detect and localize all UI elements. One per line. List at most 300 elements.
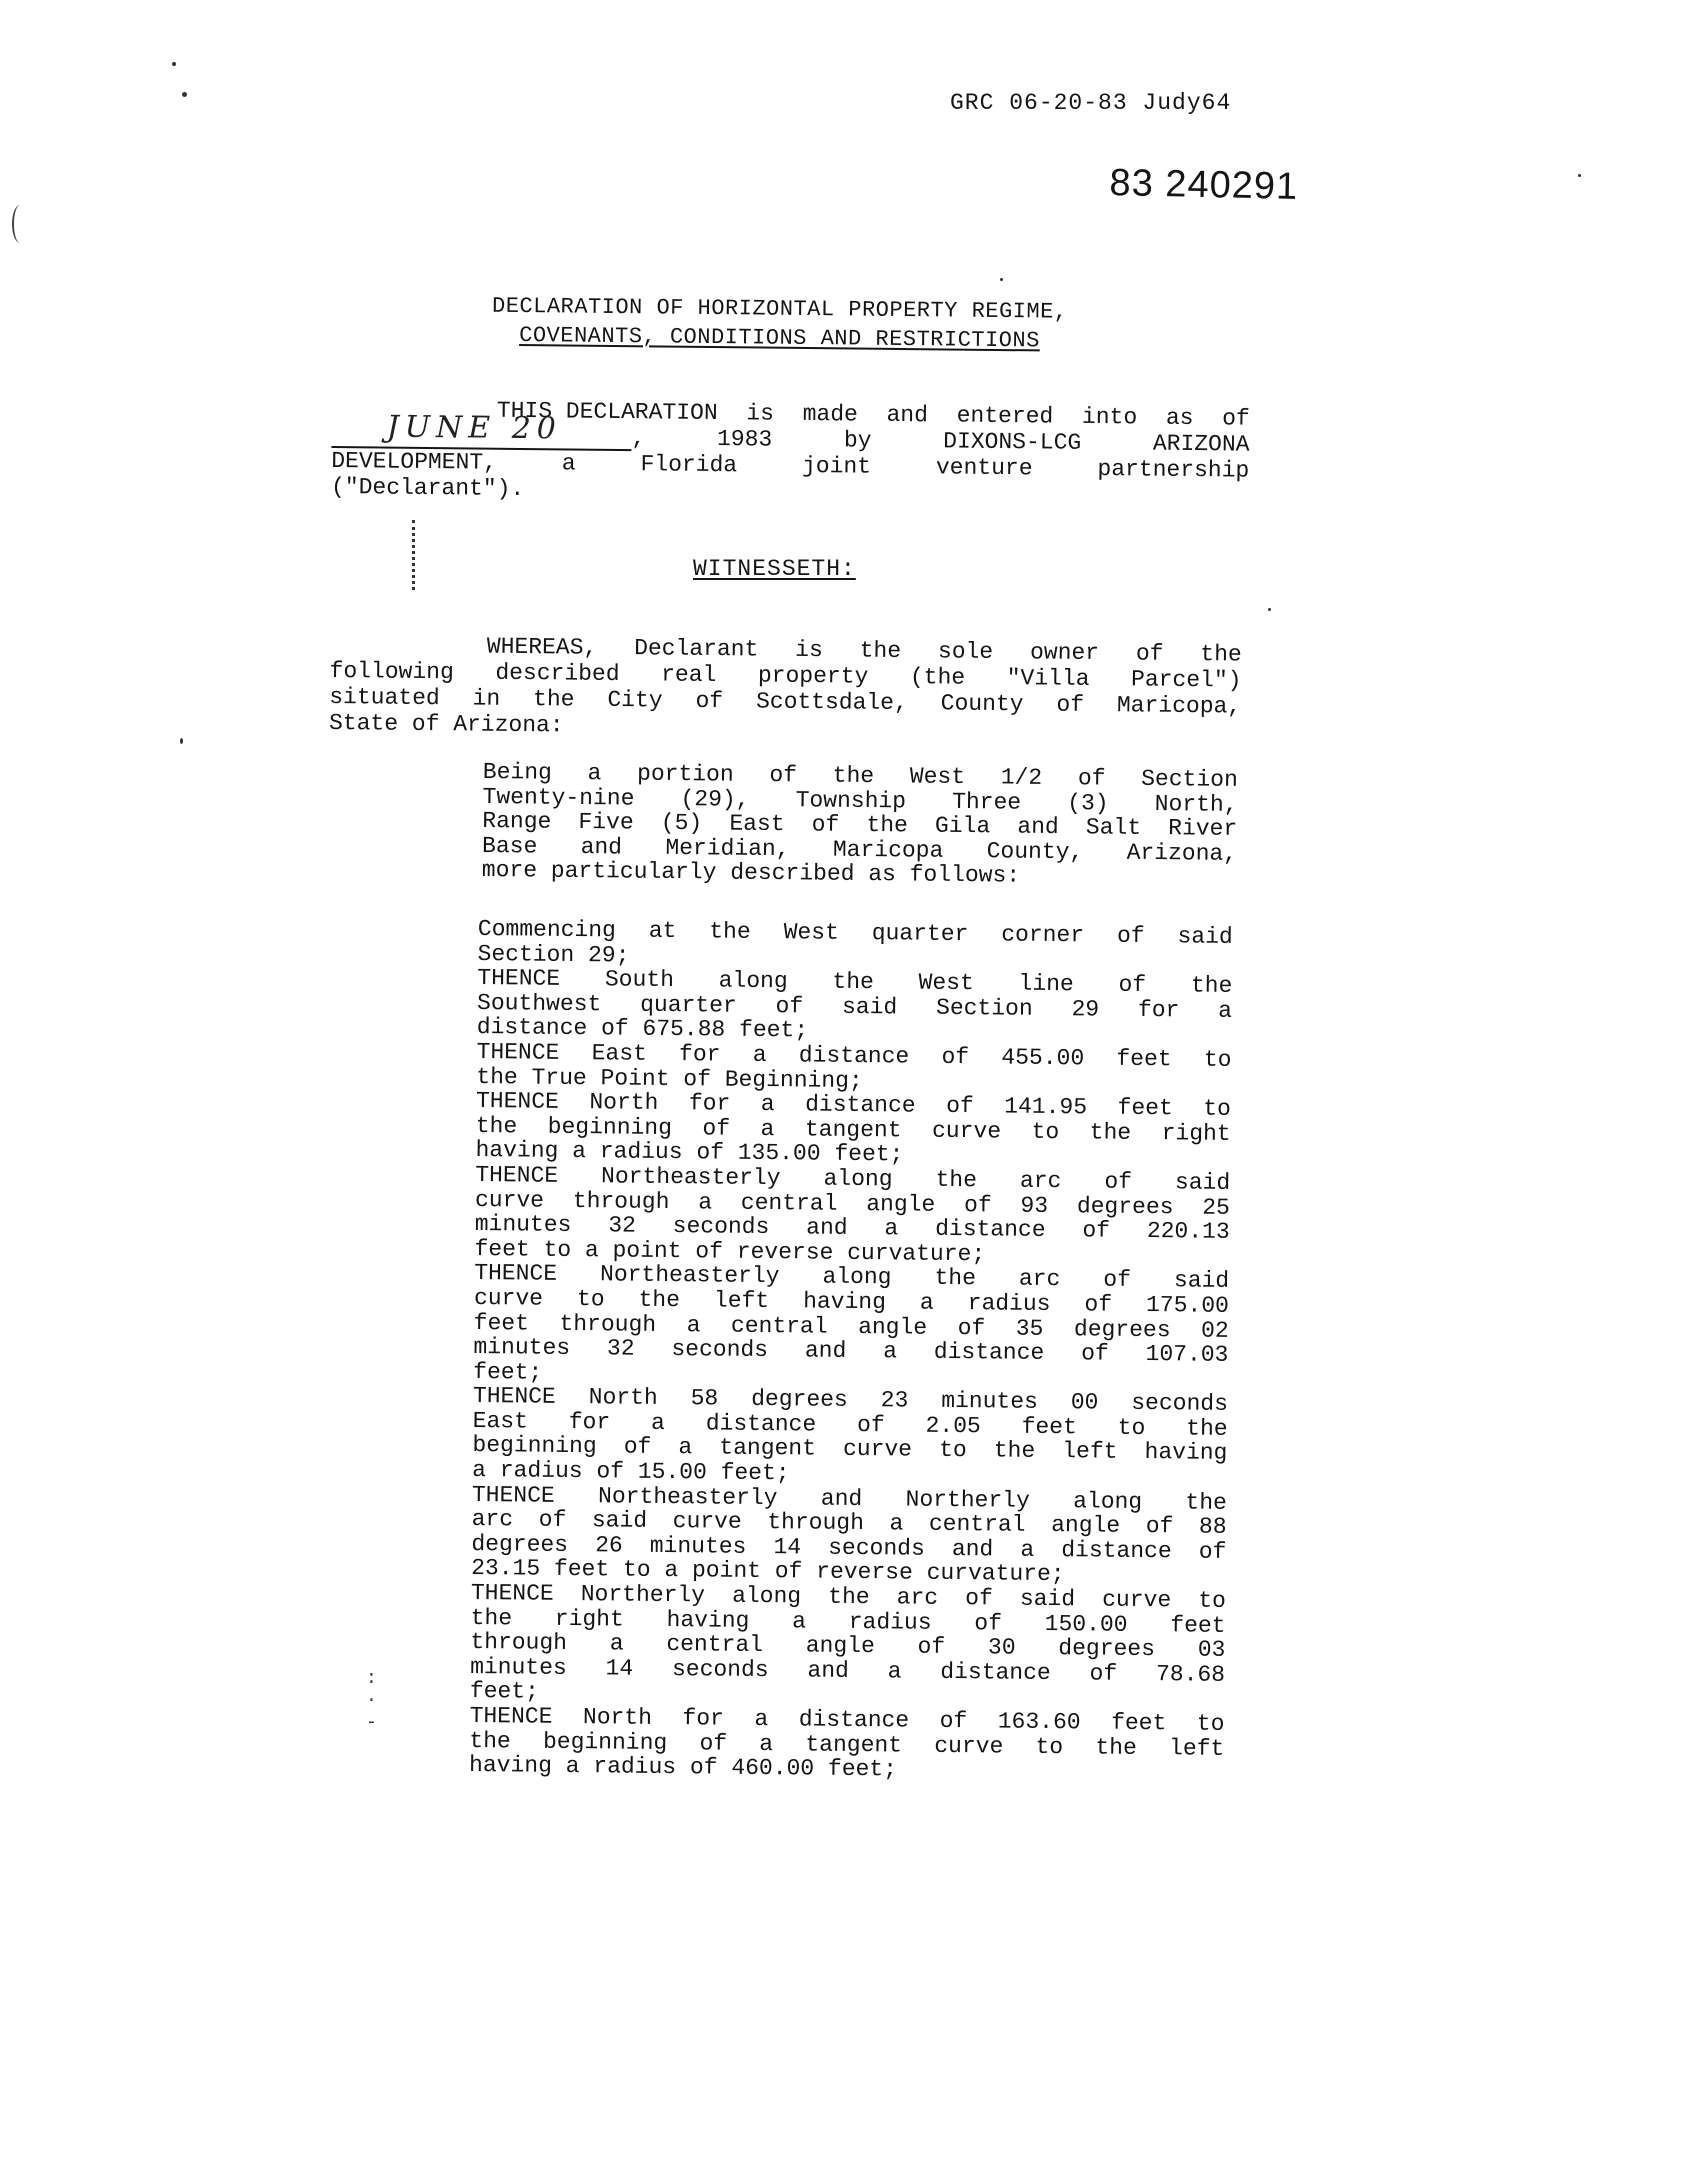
word: THENCE <box>474 1260 558 1288</box>
word: , <box>631 425 646 452</box>
word: the <box>832 762 875 790</box>
word: radius <box>848 1608 932 1636</box>
word: North <box>588 1384 658 1412</box>
word: North <box>589 1089 659 1117</box>
word: left <box>1168 1734 1225 1762</box>
word: angle <box>866 1190 936 1218</box>
word: West <box>783 919 839 946</box>
word: West <box>909 763 966 791</box>
word: angle <box>1051 1512 1121 1540</box>
word: 88 <box>1198 1513 1227 1541</box>
word: feet <box>473 1309 530 1337</box>
word: THENCE <box>475 1088 560 1116</box>
word: of <box>1222 405 1250 432</box>
word: curve <box>931 1117 1002 1145</box>
word: curve <box>1102 1586 1172 1614</box>
document-title <box>329 290 1230 357</box>
word: 32 <box>606 1335 635 1362</box>
word: of <box>1118 971 1147 999</box>
scan-speck <box>172 62 176 66</box>
word: in <box>472 685 501 712</box>
word: a <box>919 1289 934 1316</box>
word: distance of 675.88 feet; <box>476 1014 809 1044</box>
word: of <box>775 992 804 1020</box>
word: Section 29; <box>477 940 630 969</box>
word: 93 <box>1020 1192 1049 1219</box>
word: by <box>843 427 872 454</box>
word: (5) <box>660 809 703 837</box>
word: at <box>648 917 677 945</box>
word: the <box>935 1166 978 1194</box>
word: 78.68 <box>1155 1660 1226 1688</box>
word: of <box>538 1506 567 1534</box>
word: ("Declarant"). <box>330 473 525 503</box>
word: East <box>591 1040 648 1067</box>
word: Florida <box>640 451 738 479</box>
word: to <box>1117 1414 1146 1441</box>
word: of <box>963 1191 992 1218</box>
word: the <box>1185 1489 1228 1516</box>
word: a <box>561 450 576 477</box>
word: a <box>754 1705 769 1733</box>
word: of <box>1135 640 1164 667</box>
word: having <box>802 1288 887 1316</box>
word: curve <box>473 1284 544 1312</box>
word: Northeasterly <box>600 1163 781 1192</box>
word: sole <box>937 638 994 665</box>
word: central <box>928 1511 1026 1539</box>
word: right <box>554 1605 624 1633</box>
word: (29), <box>680 785 750 813</box>
word: central <box>730 1312 828 1340</box>
word: a <box>686 1311 701 1338</box>
word: River <box>1168 815 1238 842</box>
word: along <box>823 1165 893 1193</box>
word: of <box>917 1633 946 1661</box>
word: Being <box>482 759 553 786</box>
word: WHEREAS, <box>486 633 598 661</box>
word: to <box>938 1437 967 1464</box>
word: Scottsdale, <box>755 688 908 717</box>
word: State of Arizona: <box>328 709 564 739</box>
word: of <box>965 1585 993 1612</box>
word: beginning <box>547 1113 673 1141</box>
word: through <box>559 1310 657 1338</box>
word: to <box>1203 1046 1232 1073</box>
scan-speck <box>1268 608 1271 611</box>
word: along <box>718 967 788 995</box>
word: as <box>1165 404 1194 432</box>
word: East <box>729 810 785 838</box>
word: situated <box>329 683 440 712</box>
word: 175.00 <box>1145 1291 1230 1319</box>
word: arc <box>1018 1265 1061 1293</box>
word: angle <box>858 1313 928 1341</box>
word: Maricopa <box>832 836 944 864</box>
word: of <box>699 1729 728 1757</box>
word: the <box>1095 1734 1137 1761</box>
word: for <box>1137 996 1180 1024</box>
word: to <box>1035 1733 1064 1760</box>
word: THENCE <box>470 1579 554 1607</box>
scan-speck <box>180 738 183 744</box>
word: left <box>1062 1438 1118 1466</box>
scan-speck <box>1000 278 1003 281</box>
word: tangent <box>719 1435 817 1463</box>
word: seconds <box>671 1336 769 1364</box>
word: a <box>1218 997 1233 1024</box>
word: beginning <box>472 1432 597 1460</box>
word: Parcel") <box>1130 666 1242 694</box>
word: 32 <box>608 1212 637 1239</box>
title-line-1: DECLARATION OF HORIZONTAL PROPERTY REGIME, <box>491 293 1068 325</box>
word: a <box>759 1730 774 1757</box>
word: joint <box>801 452 872 480</box>
word: arc <box>896 1584 939 1611</box>
word: of <box>1084 1291 1113 1318</box>
word: 2.05 <box>925 1412 981 1440</box>
word: 29 <box>1071 996 1100 1023</box>
word: 35 <box>1015 1315 1044 1342</box>
margin-scratch-mark <box>12 205 28 243</box>
word: the <box>832 968 875 996</box>
word: County <box>940 690 1024 718</box>
legal-description <box>482 760 1238 890</box>
word: DIXONS-LCG <box>943 428 1082 456</box>
word: of <box>623 1434 652 1461</box>
word: for <box>682 1705 725 1732</box>
word: and <box>886 401 929 429</box>
word: the <box>532 686 575 713</box>
word: venture <box>935 454 1033 482</box>
word: minutes <box>470 1653 567 1681</box>
word: tangent <box>804 1116 902 1144</box>
word: of <box>974 1609 1003 1637</box>
word: distance <box>805 1091 916 1119</box>
word: is <box>795 636 823 664</box>
word: 455.00 <box>1001 1044 1085 1072</box>
word: Gila <box>934 812 991 840</box>
word: ARIZONA <box>1152 430 1250 458</box>
word: distance <box>1061 1536 1172 1565</box>
word: distance <box>705 1410 817 1438</box>
word: to <box>1198 1587 1227 1614</box>
word: City <box>607 686 663 714</box>
word: a <box>752 1041 767 1068</box>
word: Base <box>481 832 538 860</box>
word: corner <box>1001 921 1085 949</box>
word: feet to a point of reverse curvature; <box>474 1235 986 1268</box>
word: THENCE <box>472 1383 556 1411</box>
word: 00 <box>1070 1389 1099 1416</box>
word: a <box>1020 1536 1035 1563</box>
word: angle <box>805 1632 875 1660</box>
word: seconds <box>671 1655 769 1683</box>
word: of <box>945 1093 974 1120</box>
word: having a radius of 460.00 feet; <box>468 1752 898 1783</box>
word: the <box>709 918 751 945</box>
word: of <box>1077 765 1106 792</box>
word: a <box>698 1188 713 1215</box>
word: Northerly <box>905 1486 1030 1514</box>
word: THENCE <box>475 1161 559 1189</box>
word: to <box>1203 1095 1232 1123</box>
word: 58 <box>690 1385 719 1412</box>
word: curve <box>672 1508 742 1536</box>
word: and <box>1017 813 1059 841</box>
word: quarter <box>640 991 737 1019</box>
word: (3) <box>1067 789 1109 817</box>
word: minutes <box>649 1532 747 1560</box>
word: and <box>580 833 623 860</box>
word: degrees <box>1076 1192 1174 1220</box>
word: feet; <box>469 1678 540 1706</box>
word: arc <box>1019 1167 1062 1195</box>
word: said <box>1019 1585 1076 1613</box>
word: 25 <box>1202 1194 1231 1221</box>
word: Three <box>952 788 1022 816</box>
word: 107.03 <box>1145 1341 1229 1368</box>
word: feet <box>1170 1611 1226 1639</box>
word: and <box>951 1535 994 1563</box>
handwritten-date: JUNE 20 <box>386 409 563 447</box>
word: a <box>760 1115 775 1142</box>
word: the <box>859 637 902 664</box>
word: a radius of 15.00 feet; <box>472 1457 790 1487</box>
word: of <box>957 1314 986 1341</box>
word: the <box>866 812 909 839</box>
word: 141.95 <box>1004 1093 1088 1121</box>
word: degrees <box>471 1530 569 1558</box>
word: arc <box>471 1506 514 1533</box>
word: having <box>1144 1439 1228 1467</box>
word: quarter <box>871 920 969 948</box>
word: for <box>678 1041 721 1068</box>
word: Township <box>795 786 907 814</box>
word: along <box>1073 1487 1143 1515</box>
word: Northerly <box>580 1581 706 1609</box>
word: distance <box>798 1042 910 1070</box>
word: North, <box>1154 790 1238 818</box>
word: distance <box>940 1658 1051 1686</box>
word: of <box>1103 1266 1132 1294</box>
word: 1/2 <box>1000 764 1043 791</box>
word: Salt <box>1085 814 1142 841</box>
word: North <box>582 1704 653 1731</box>
word: of <box>1082 1217 1111 1244</box>
word: entered <box>956 402 1054 430</box>
word: feet <box>1116 1045 1172 1073</box>
word: the <box>469 1727 511 1754</box>
word: and <box>807 1657 850 1684</box>
word: of <box>856 1411 885 1439</box>
word: through <box>470 1629 568 1657</box>
word: described <box>495 659 620 688</box>
word: right <box>1161 1119 1231 1147</box>
word: the <box>1200 641 1242 668</box>
word: the <box>1089 1119 1132 1146</box>
word: distance <box>798 1706 910 1734</box>
word: of <box>1116 922 1145 949</box>
word: seconds <box>672 1213 770 1241</box>
word: minutes <box>473 1334 571 1362</box>
word: THIS DECLARATION <box>496 397 718 427</box>
word: curve <box>474 1186 545 1214</box>
word: degrees <box>751 1386 848 1414</box>
word: 1983 <box>716 426 773 453</box>
dotted-margin-mark <box>412 520 418 590</box>
word: of <box>769 762 798 789</box>
word: Declarant <box>633 635 759 663</box>
word: THENCE <box>477 965 561 993</box>
word: West <box>918 969 974 997</box>
word: more particularly described as follows: <box>481 856 1021 889</box>
word: THENCE <box>469 1702 553 1730</box>
word: a <box>650 1409 666 1436</box>
word: Southwest <box>476 989 602 1018</box>
word: a <box>883 1338 898 1365</box>
word: degrees <box>1073 1315 1171 1343</box>
word: said <box>841 993 898 1021</box>
word: the <box>934 1265 977 1292</box>
word: the <box>1186 1415 1228 1442</box>
word: a <box>678 1434 693 1461</box>
word: along <box>731 1582 802 1610</box>
word: curve <box>934 1732 1004 1760</box>
word: THENCE <box>471 1481 555 1509</box>
word: 220.13 <box>1146 1218 1230 1246</box>
word: of <box>1080 1340 1109 1367</box>
word: beginning <box>542 1728 668 1756</box>
word: of <box>1145 1513 1174 1540</box>
word: Commencing <box>477 916 617 944</box>
word: a <box>889 1510 904 1537</box>
word: to <box>576 1285 605 1313</box>
word: 02 <box>1200 1317 1229 1344</box>
word: having <box>666 1606 750 1634</box>
word: Twenty-nine <box>482 783 635 812</box>
word: of <box>702 1115 731 1142</box>
word: into <box>1081 403 1138 431</box>
word: 30 <box>987 1634 1016 1661</box>
word: property <box>757 662 869 690</box>
word: said <box>1173 1267 1230 1295</box>
word: 03 <box>1197 1636 1226 1664</box>
word: Northeasterly <box>597 1482 778 1511</box>
header-reference-code: GRC 06-20-83 Judy64 <box>950 90 1232 116</box>
word: 23 <box>880 1387 909 1414</box>
word: 163.60 <box>997 1708 1081 1736</box>
word: real <box>661 661 717 689</box>
scan-speck <box>1578 174 1581 177</box>
word: South <box>604 966 675 994</box>
word: of <box>695 687 724 715</box>
word: of <box>939 1707 968 1735</box>
word: Meridian, <box>665 834 790 862</box>
word: a <box>760 1091 775 1118</box>
word: through <box>767 1509 865 1537</box>
word: along <box>822 1263 892 1291</box>
word: a <box>587 760 602 787</box>
word: central <box>666 1631 764 1659</box>
word: the True Point of Beginning; <box>476 1063 863 1094</box>
word: East <box>472 1407 529 1435</box>
word: a <box>884 1215 899 1242</box>
word: central <box>740 1189 838 1217</box>
word: portion <box>636 760 734 788</box>
word: said <box>1177 923 1233 950</box>
word: radius <box>967 1290 1051 1317</box>
word: tangent <box>805 1731 903 1759</box>
word: the <box>828 1583 870 1611</box>
word: distance <box>933 1338 1045 1367</box>
word: seconds <box>828 1534 925 1562</box>
word: Section <box>1141 765 1238 793</box>
word: degrees <box>1058 1635 1156 1663</box>
word: owner <box>1029 639 1100 667</box>
word: Northeasterly <box>599 1261 780 1290</box>
word: of <box>1198 1538 1227 1565</box>
word: 14 <box>605 1655 634 1682</box>
word: feet <box>1021 1413 1077 1441</box>
word: THENCE <box>476 1038 560 1066</box>
scan-speck <box>182 92 187 97</box>
word: distance <box>935 1215 1046 1244</box>
word: the <box>470 1604 513 1632</box>
word: the <box>1190 972 1233 1000</box>
word: to <box>1031 1118 1060 1145</box>
word: Range <box>482 807 552 835</box>
word: said <box>591 1507 648 1535</box>
word: left <box>713 1287 770 1314</box>
word: partnership <box>1097 456 1250 484</box>
word: to <box>1196 1710 1225 1737</box>
word: and <box>804 1337 847 1364</box>
word: curve <box>842 1436 913 1464</box>
word: said <box>1174 1169 1231 1196</box>
word: 150.00 <box>1044 1610 1128 1638</box>
word: for <box>568 1408 611 1436</box>
document-number: 83 240291 <box>1109 162 1299 208</box>
word: line <box>1018 970 1074 998</box>
word: 14 <box>773 1533 802 1561</box>
whereas-paragraph <box>329 632 1242 746</box>
word: DEVELOPMENT, <box>331 447 498 476</box>
word: feet <box>1117 1094 1173 1122</box>
word: and <box>820 1485 863 1512</box>
margin-tick-marks: : · - <box>366 1669 377 1733</box>
word: Section <box>935 994 1033 1022</box>
witnesseth-heading: WITNESSETH: <box>693 556 856 582</box>
word: of <box>1056 691 1085 718</box>
word: minutes <box>941 1388 1039 1416</box>
word: for <box>688 1090 731 1117</box>
word: a <box>887 1658 902 1685</box>
word: Arizona, <box>1126 839 1238 867</box>
metes-and-bounds-courses <box>469 917 1233 1786</box>
date-blank-line <box>331 409 631 451</box>
word: (the <box>909 664 966 691</box>
word: of <box>1104 1168 1133 1195</box>
word: and <box>806 1214 848 1242</box>
intro-paragraph <box>331 396 1250 510</box>
word: of <box>1089 1660 1118 1687</box>
word: Five <box>578 809 634 836</box>
word: a <box>792 1607 807 1635</box>
word: feet <box>1111 1709 1167 1737</box>
word: seconds <box>1131 1390 1229 1418</box>
word: minutes <box>474 1211 572 1239</box>
